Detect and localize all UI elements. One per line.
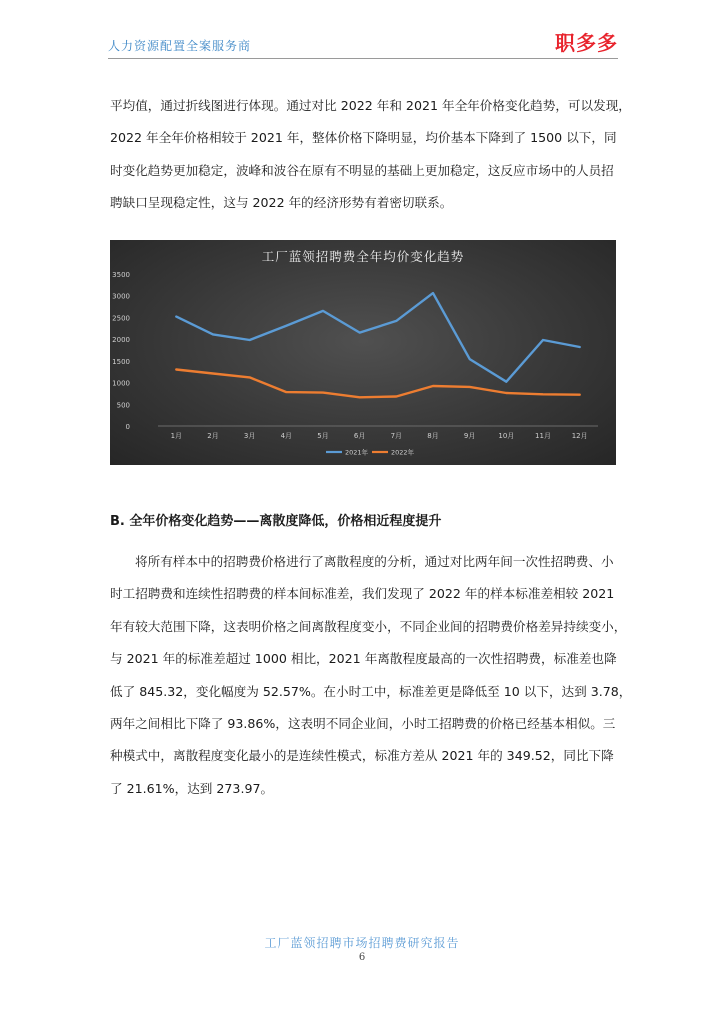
y-axis [112,271,130,431]
x-tick-label: 11月 [535,432,551,440]
body-line: 低了 845.32，变化幅度为 52.57%。在小时工中，标准差更是降低至 10 以下，达到 3.78， [110,683,632,699]
y-tick-label: 500 [116,401,130,410]
x-tick-label: 4月 [280,432,293,440]
data-point [249,339,251,341]
data-point [469,386,471,388]
data-point [579,346,581,348]
data-point [359,397,361,399]
body-line: 将所有样本中的招聘费价格进行了离散程度的分析，通过对比两年间一次性招聘费、小 [135,554,614,569]
intro-line: 2022 年全年价格相较于 2021 年，整体价格下降明显，均价基本下降到了 1500 以下，同 [110,130,617,146]
data-point [396,396,398,398]
data-point [506,381,508,383]
x-axis [171,432,588,440]
y-tick-label: 3500 [112,271,130,279]
intro-line: 聘缺口呈现稳定性，这与 2022 年的经济形势有着密切联系。 [110,195,453,211]
x-tick-label: 6月 [353,432,366,440]
chart-canvas [110,240,616,465]
chart-legend [326,448,415,457]
x-tick-label: 12月 [571,432,588,440]
data-point [396,320,398,322]
section-b-title: B. 全年价格变化趋势——离散度降低，价格相近程度提升 [110,514,442,529]
section-b-paragraph [110,546,632,805]
data-point [249,377,251,379]
legend-label: 2022年 [391,448,415,457]
intro-line: 平均值，通过折线图进行体现。通过对比 2022 年和 2021 年全年价格变化趋势，可以发现， [110,98,631,113]
chart-title: 工厂蓝领招聘费全年均价变化趋势 [261,249,465,264]
data-point [286,391,288,393]
y-tick-label: 2500 [112,314,130,323]
header-divider [108,58,618,59]
company-tagline: 人力资源配置全案服务商 [108,39,252,53]
intro-line: 时变化趋势更加稳定，波峰和波谷在原有不明显的基础上更加稳定，这反应市场中的人员招 [110,162,614,178]
data-point [579,394,581,396]
x-tick-label: 3月 [243,432,256,440]
intro-paragraph [110,90,631,220]
brand-logo: 职多多 [555,31,618,55]
footer-report-title: 工厂蓝领招聘市场招聘费研究报告 [264,936,460,950]
line-chart [110,240,616,465]
page-number: 6 [358,952,366,963]
x-tick-label: 7月 [390,432,403,440]
page-header [108,0,618,60]
data-point [432,385,434,387]
data-point [432,292,434,294]
data-point [176,316,178,318]
data-point [506,392,508,394]
x-tick-label: 2月 [207,432,219,440]
legend-label: 2021年 [345,448,369,457]
data-point [322,392,324,394]
x-tick-label: 8月 [427,432,439,440]
y-tick-label: 2000 [112,336,130,345]
body-line: 了 21.61%，达到 273.97。 [110,780,274,796]
data-point [542,339,544,341]
y-tick-label: 1000 [112,379,130,388]
x-tick-label: 5月 [317,432,329,440]
series-lines [176,292,581,398]
x-tick-label: 9月 [463,432,476,440]
y-tick-label: 3000 [112,292,130,301]
body-line: 时工招聘费和连续性招聘费的样本间标准差，我们发现了 2022 年的样本标准差相较 2021 [110,586,615,602]
data-point [212,373,214,375]
data-point [212,334,214,336]
y-tick-label: 0 [125,423,130,431]
x-tick-label: 10月 [498,432,515,440]
data-point [176,369,178,371]
body-line: 与 2021 年的标准差超过 1000 相比，2021 年离散程度最高的一次性招聘费，标准差也降 [110,651,617,667]
body-line: 两年之间相比下降了 93.86%，这表明不同企业间，小时工招聘费的价格已经基本相似。三 [110,716,616,732]
data-point [322,310,324,312]
series-line-2 [176,370,579,398]
data-point [286,325,288,327]
body-line: 年有较大范围下降，这表明价格之间离散程度变小，不同企业间的招聘费价格差异持续变小， [110,618,627,634]
body-line: 种模式中，离散程度变化最小的是连续性模式，标准方差从 2021 年的 349.52，同比下降 [110,748,614,764]
y-tick-label: 1500 [112,357,130,366]
data-point [542,393,544,395]
data-point [469,358,471,360]
data-point [359,332,361,334]
series-line-1 [176,293,579,382]
x-tick-label: 1月 [170,432,183,440]
